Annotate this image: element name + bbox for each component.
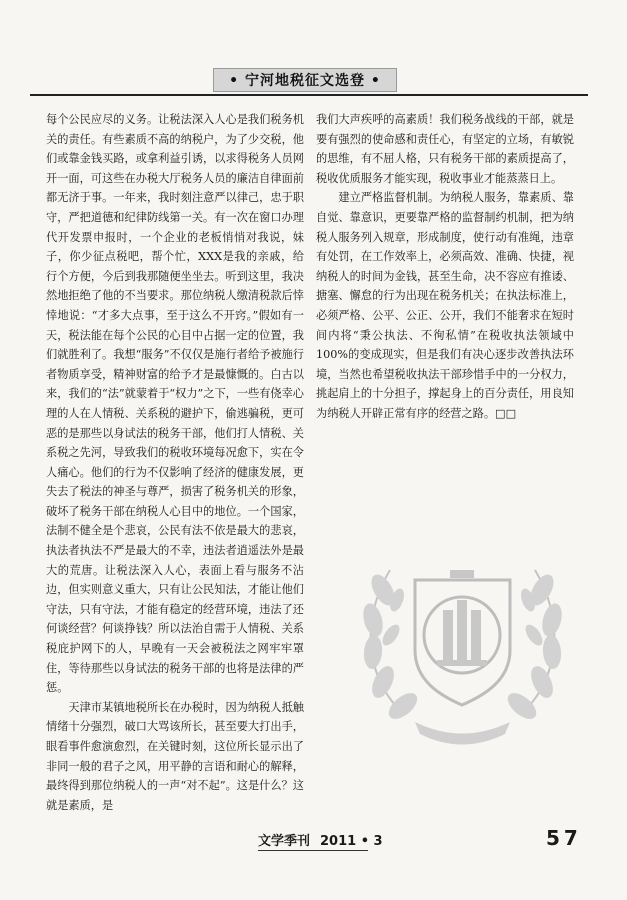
section-banner-text: • 宁河地税征文选登 • [229, 73, 381, 89]
page-footer [0, 826, 627, 866]
right-column [316, 110, 574, 424]
journal-name: 文学季刊 [258, 834, 311, 849]
left-paragraph-2: 天津市某镇地税所长在办税时，因为纳税人抵触情绪十分强烈，破口大骂该所长，甚至要大打出手，眼看事件愈演愈烈，在关键时刻，这位所长显示出了非同一般的君子之风，用平静的言语和耐心的解释，最终得到那位纳税人的一声“对不起”。这是什么？这就是素质，是 [46, 700, 304, 812]
page-number: 57 [546, 826, 582, 850]
header-rule [30, 94, 588, 96]
right-paragraph-2: 建立严格监督机制。为纳税人服务，靠素质、靠自觉、靠意识，更要靠严格的监督制约机制，把为纳税人服务列入规章，形成制度，使行动有准绳，违章有处罚，在工作效率上，必须高效、准确、快捷，视纳税人的时间为金钱，甚至生命，决不容应有推诿、搪塞、懈怠的行为出现在税务机关；在执法标准上，必须严格、公平、公正、公开，我们不能奢求在短时间内将“秉公执法、不徇私情”在税收执法领域中100%的变成现实，但是我们有决心逐步改善执法环境，当然也希望税收执法干部珍惜手中的一分权力，挑起肩上的十分担子，撑起身上的百分责任，用良知为纳税人开辟正常有序的经营之路。□□ [316, 191, 574, 420]
section-banner [213, 68, 397, 92]
left-column [46, 110, 304, 815]
journal-issue: 2011 • 3 [320, 834, 383, 849]
footer-rule [258, 850, 368, 851]
footer-journal-info [258, 830, 383, 849]
right-paragraph-1: 我们大声疾呼的高素质！我们税务战线的干部，就是要有强烈的使命感和责任心，有坚定的立场，有敏锐的思维，有不屈人格，只有税务干部的素质提高了，税收优质服务才能实现，税收事业才能蒸蒸日上。 [316, 113, 574, 185]
left-paragraph-1: 每个公民应尽的义务。让税法深入人心是我们税务机关的责任。有些素质不高的纳税户，为了少交税，他们或靠金钱买路，或拿利益引诱，以求得税务人员网开一面，可这些在办税大厅税务人员的廉洁自律面前都无济于事。一年来，我时刻注意严以律己，忠于职守，严把道德和纪律防线第一关。有一次在窗口办理代开发票申报时，一个企业的老板悄悄对我说，妹子，你少征点税吧，帮个忙，XXX是我的亲戚，给行个方便，今后到我那随便坐坐去。听到这里，我决然地拒绝了他的不当要求。那位纳税人缴清税款后悻悻地说：“才多大点事，至于这么不开窍。”假如有一天，税法能在每个公民的心目中占据一定的位置，我们就胜利了。我想“服务”不仅仅是施行者给予被施行者物质享受，精神财富的给予才是最慷慨的。白古以来，我们的“法”就蒙着于“权力”之下，一些有侥幸心理的人在人情税、关系税的避护下，偷逃骗税，更可恶的是那些以身试法的税务干部，他们打人情税、关系税之先河，导致我们的税收环境每况愈下，实在令人痛心。他们的行为不仅影响了经济的健康发展，更失去了税法的神圣与尊严，损害了税务机关的形象，破坏了税务干部在纳税人心目中的地位。一个国家，法制不健全是个悲哀，公民有法不依是最大的悲哀，执法者执法不严是最大的不幸，违法者逍遥法外是最大的荒唐。让税法深入人心，表面上看与服务不沾边，但实则意义重大，只有让公民知法，才能让他们守法，只有守法，才能有稳定的经营环境，违法了还何谈经营？何谈挣钱？所以法治自需于人情税、关系税庇护网下的人，早晚有一天会被税法之网牢牢罩住，等待那些以身试法的税务干部的也将是法律的严惩。 [46, 113, 304, 695]
tax-emblem-watermark-icon [345, 500, 580, 755]
